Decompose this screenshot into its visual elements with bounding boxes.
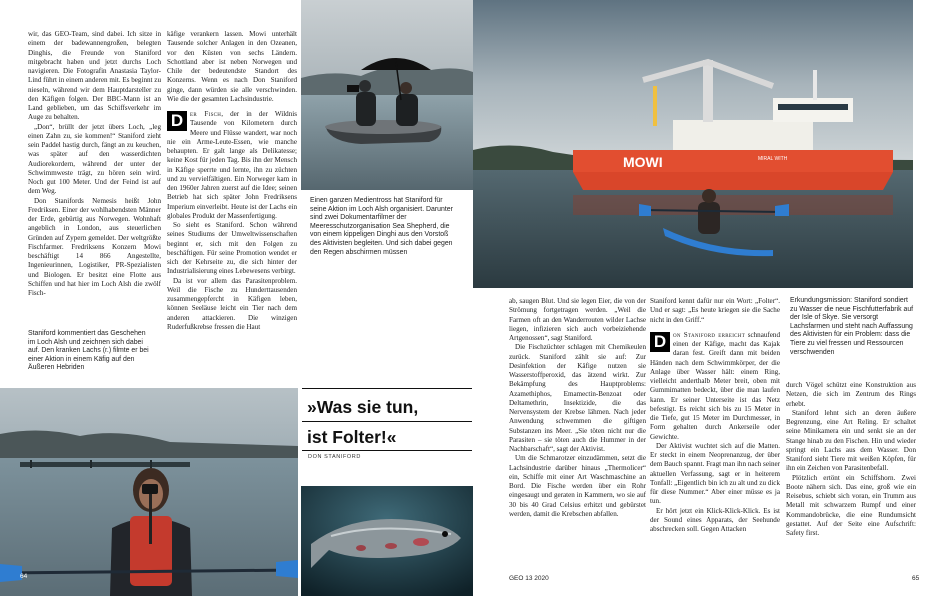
lead-in: on Staniford erreicht xyxy=(673,330,746,339)
pullquote-rule-mid xyxy=(302,421,472,422)
paragraph: Staniford lehnt sich an deren äußere Begrenzung, eine Art Reling. Er schaltet seine Minikamera ein und senkt sie an der Stange hinab zu den Fischen. Hin und wieder springt ein Lachs aus dem Wasser. Don Staniford sieht Tiere mit weißen Köpfen, für ihn ein Zeichen von Parasitenbefall. xyxy=(786,408,916,473)
folio-right-magazine: GEO 13 2020 xyxy=(509,575,549,582)
paragraph: So sieht es Staniford. Schon während seines Studiums der Umweltwissenschaften beginnt er, sich mit den Folgen zu beschäftigen. Für seine Promotion wendet er sich der Kehrseite zu, die sich hinter der Industrialisierung eines Lebewesens verbirgt. xyxy=(167,221,297,276)
paragraph-dropcap xyxy=(650,331,780,442)
photo-umbrella-dinghy-image xyxy=(301,0,473,190)
paragraph: Die Fischzüchter schlagen mit Chemikeulen zurück. Staniford zählt sie auf: Zur Desinfektion der Käfige nutzen sie Wasserstoffperoxid, das ätzend wirkt. Zur Bekämpfung des Hauptproblems: Azamethiphos, Emamectin-Benzoat oder Deltamethrin, Insektizide, die das Nervensystem der Krebse lähmen. Nach jeder Anwendung schwemmen die giftigen Substanzen ins Meer. „Sie töten nicht nur die Parasiten – sie töten auch die Hummer in der Nachbarschaft“, sagt der Aktivist. xyxy=(509,343,646,453)
pullquote-line1: »Was sie tun, xyxy=(307,397,419,417)
paragraph: ab, saugen Blut. Und sie legen Eier, die von der Strömung fortgetragen werden. „Weil die Farmen oft an den Wanderrouten wilder Lachse liegen, infizieren sich auch vorbeiziehende Artgenossen“, sagt Staniford. xyxy=(509,297,646,342)
paragraph: „Don“, brüllt der jetzt übers Loch, „leg einen Zahn zu, sie kommen!“ Staniford zieht sein Paddel hastig durch, fängt an zu keuchen, was später auf den wasserdichten Audiorekordern, während der unter der Schwimmweste trägt, zu hören sein wird. Noch gut 100 Meter. Und der Feind ist auf dem Weg. xyxy=(28,122,161,196)
pullquote-credit: DON STANIFORD xyxy=(308,454,361,460)
paragraph: Der Aktivist wuchtet sich auf die Matten. Er steckt in einem Neoprenanzug, der über dem Bauch spannt. Fragt man ihn nach seiner aktuellen Verfassung, sagt er in heiterem Tonfall: „Eigentlich bin ich zu alt und zu dick für diese Nummer.“ Aber einer müsse es ja tun. xyxy=(650,441,780,506)
ship-name-2: MIRAL WITH xyxy=(758,156,788,162)
lead-in: er Fisch xyxy=(190,110,222,118)
pullquote-rule-bottom xyxy=(302,450,472,451)
drop-cap: D xyxy=(167,111,187,131)
paragraph: Plötzlich ertönt ein Schiffshorn. Zwei Boote nähern sich. Das eine, groß wie ein Reisebus, schiebt sich voran, ein Trumm aus Metall mit schwarzem Rumpf und einer Kommandobrücke, die eine Rundumsicht gestattet. Auf der Seite eine Aufschrift: Safety first. xyxy=(786,473,916,537)
photo-sick-salmon-image xyxy=(301,486,473,596)
right-col1-text xyxy=(509,297,646,562)
paragraph: Um die Schmarotzer einzudämmen, setzt die Lachsindustrie darüber hinaus „Thermolicer“ ein, Schiffe mit einer Art Waschmaschine an Bord. Die Fische werden über ein Rohr eingesaugt und geraten in Kammern, wo sie auf 30 bis 40 Grad Celsius erhitzt und gebürstet werden, damit die Krebschen abfallen. xyxy=(509,454,646,518)
lead-text: schnaufend einen der Käfige, macht das Kajak daran fest. Greift dann mit beiden Händen nach dem Schwimmkörper, der die Anlage über Wasser hält: einem Ring, vielleicht anderthalb Meter breit, oben mit Gummimatten bedeckt, über die man laufen kann. Er seiner Unterseite ist das Netz befestigt. Es reicht sich bis zu 15 Meter in die Tiefe, gut 15 Meter im Durchmesser, in Form gehalten durch Ankerseile oder Gewichte. xyxy=(650,330,780,441)
pullquote-rule-top xyxy=(302,388,472,389)
caption-staniford-comments: Staniford kommentiert das Geschehen im Loch Alsh und zeichnen sich dabei auf. Den kranken Lachs (r.) filmte er bei einer Aktion in einem Käfig auf den Äußeren Hebriden xyxy=(28,330,149,372)
paragraph: Staniford kennt dafür nur ein Wort: „Folter“. Und er sagt: „Es heute kriegen sie die Sache nicht in den Griff.“ xyxy=(650,297,780,324)
right-col3-text xyxy=(786,381,916,562)
photo-umbrella-dinghy xyxy=(301,0,473,190)
caption-exploration-mission: Erkundungsmission: Staniford sondiert zu Wasser die neue Fischfutterfabrik auf der Isle of Skye. Sie versorgt Lachsfarmen und steht nach Auffassung des Aktivisten für ein Problem: dass die Tiere zu viel fressen und Ressourcen verschwenden xyxy=(790,297,914,356)
caption-media-team: Einen ganzen Medientross hat Staniford für seine Aktion im Loch Alsh organisiert. Darunter sind zwei Dokumentarfilmer der Meeresschutzorganisation Sea Shepherd, die von einem kippeligen Dinghi aus den Vorstoß des Aktivisten begleiten. Und sich dabei gegen den Regen abschirmen müssen xyxy=(310,197,453,256)
folio-right-page: 65 xyxy=(912,575,920,582)
left-col1-text xyxy=(28,30,161,315)
paragraph: Er hört jetzt ein Klick-Klick-Klick. Es ist der Sound eines Apparats, der Seehunde abschrecken soll. Gegen Attacken xyxy=(650,506,780,533)
photo-ship-kayak xyxy=(473,0,913,288)
folio-left: 64 xyxy=(20,573,28,580)
photo-sick-salmon xyxy=(301,486,473,596)
photo-ship-kayak-image xyxy=(473,0,913,288)
drop-cap: D xyxy=(650,332,670,352)
paragraph-dropcap xyxy=(167,110,297,221)
paragraph: wir, das GEO-Team, sind dabei. Ich sitze in einem der badewannengroßen, belegten Dinghis, die Freunde von Staniford mitgebracht haben und jetzt durchs Loch navigieren. Die Fotografin Anastasia Taylor-Lind führt in einem anderen mit. Es beginnt zu nieseln, während wir dem Hauptdarsteller zu den Käfigen folgen. Der BBC-Mann ist an Land geblieben, um das Schiffsverkehr im Auge zu behalten. xyxy=(28,30,161,122)
paragraph: Da ist vor allem das Parasitenproblem. Weil die Fische zu Hunderttausenden zusammengepfercht in Käfigen leben, können Seeläuse leicht ein Tier nach dem anderen attackieren. Die winzigen Ruderfußkrebse fressen die Haut xyxy=(167,276,297,331)
photo-staniford-kayak xyxy=(0,388,298,596)
paragraph: käfige verankern lassen. Mowi unterhält Tausende solcher Anlagen in den Ozeanen, vor den Küsten von sechs Ländern. Schottland aber ist neben Norwegen und Chile der bedeutendste Standort des Konzerns. Wenn es nach Don Staniford ginge, dann würden sie alle verschwinden. Wie die der gesamten Lachsindustrie. xyxy=(167,30,297,103)
lead-text: , der in der Wildnis Tausende von Kilometern durch Meere und Flüsse wandert, war noch nie ein Arme-Leute-Essen, wie manche behaupten. Er galt lange als Delikatesse; keine Kost für jeden Tag. Bis ihn der Mensch in Käfige sperrte und lernte, ihn zu züchten und zu vervielfältigen. Ein Norweger kam in den 1960er Jahren zuerst auf die Idee; seinen Betrieb hat sich später John Fredriksens Imperium einverleibt. Heute ist der Lachs ein globales Produkt der Massenfertigung. xyxy=(167,110,297,220)
pullquote-line2: ist Folter!« xyxy=(307,427,397,447)
paragraph: Don Stanifords Nemesis heißt John Fredriksen. Einer der wohlhabendsten Männer der Erde, gebürtig aus Norwegen. Wohnhaft angeblich in London, aus steuerlichen Gründen auf Zypern gemeldet. Der weltgrößte Fischfarmer. Fredriksens Konzern Mowi beschäftigt 14 866 Angestellte, Ingenieurinnen, Logistiker, PR-Spezialisten und Biologen. Er besitzt eine Flotte aus Schiffen und hat hier im Loch Alsh die zwölf Fisch- xyxy=(28,196,161,297)
paragraph: durch Vögel schützt eine Konstruktion aus Netzen, die sich im Zentrum des Rings erhebt. xyxy=(786,381,916,408)
left-col2-text xyxy=(167,30,297,386)
photo-staniford-kayak-image xyxy=(0,388,298,596)
right-col2-text xyxy=(650,297,780,562)
ship-name: MOWI xyxy=(623,154,663,170)
